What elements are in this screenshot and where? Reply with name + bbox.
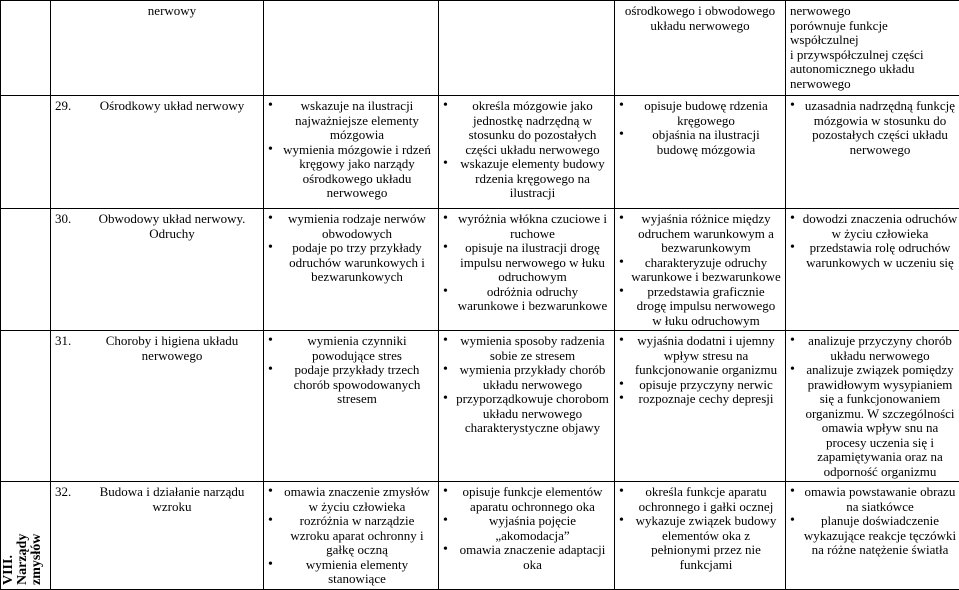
- list-item: • przedstawia rolę odruchów warunkowych w uczeniu się: [790, 241, 958, 270]
- requirements-advanced: [615, 96, 786, 209]
- list-item: • rozróżnia w narządzie wzroku aparat ochronny i gałkę oczną: [268, 514, 434, 558]
- list-item: • omawia znaczenie zmysłów w życiu człowieka: [268, 485, 434, 514]
- list-item: • charakteryzuje odruchy warunkowe i bezwarunkowe: [619, 256, 781, 285]
- list-item: • planuje doświadczenie wykazujące reakcje tęczówki na różne natężenie światła: [790, 514, 958, 558]
- text-line: współczulnej: [790, 33, 958, 48]
- text-line: ośrodkowego i obwodowego: [619, 4, 781, 19]
- lesson-cell: [51, 331, 264, 482]
- list-item: • opisuje na ilustracji drogę impulsu nerwowego w łuku odruchowym: [443, 241, 610, 285]
- lesson-cell: [51, 1, 264, 96]
- requirements-advanced: [615, 209, 786, 331]
- list-item: • analizuje przyczyny chorób układu nerwowego: [790, 334, 958, 363]
- requirements-excellent: [786, 331, 959, 482]
- list-item: • analizuje związek pomiędzy prawidłowym wysypianiem się a funkcjonowaniem organizmu. W szczególności omawia wpływ snu na procesy uczenia się i zapamiętywania oraz na odporność organizmu: [790, 363, 958, 479]
- requirements-basic: [264, 1, 439, 96]
- lesson-title: nerwowy: [85, 4, 259, 19]
- text-line: i przywspółczulnej części: [790, 48, 958, 63]
- list-item: • wymienia przykłady chorób układu nerwowego: [443, 363, 610, 392]
- list-item: • wykazuje związek budowy elementów oka z pełnionymi przez nie funkcjami: [619, 514, 781, 572]
- section-cell: [1, 209, 51, 331]
- list-item: • objaśnia na ilustracji budowę mózgowia: [619, 128, 781, 157]
- list-item: • omawia powstawanie obrazu na siatkówce: [790, 485, 958, 514]
- list-item: • wymienia elementy stanowiące: [268, 558, 434, 587]
- lesson-title: Budowa i działanie narządu wzroku: [85, 485, 259, 514]
- list-item: • podaje przykłady trzech chorób spowodowanych stresem: [268, 363, 434, 407]
- section-title-line: zmysłów: [30, 495, 44, 585]
- section-number: VIII.: [2, 495, 16, 585]
- section-cell: [1, 96, 51, 209]
- section-cell: [1, 1, 51, 96]
- lesson-title: Obwodowy układ nerwowy. Odruchy: [85, 212, 259, 241]
- requirements-extended: [439, 96, 615, 209]
- list-item: • opisuje budowę rdzenia kręgowego: [619, 99, 781, 128]
- requirements-basic: [264, 96, 439, 209]
- table-row: [1, 331, 959, 482]
- list-item: • wymienia czynniki powodujące stres: [268, 334, 434, 363]
- requirements-excellent: [786, 96, 959, 209]
- text-line: układu nerwowego: [619, 19, 781, 34]
- requirements-basic: [264, 331, 439, 482]
- list-item: • wskazuje elementy budowy rdzenia kręgowego na ilustracji: [443, 157, 610, 201]
- text-line: nerwowego: [790, 4, 958, 19]
- list-item: • rozpoznaje cechy depresji: [619, 392, 781, 407]
- list-item: • przedstawia graficznie drogę impulsu nerwowego w łuku odruchowym: [619, 285, 781, 329]
- table-row: [1, 209, 959, 331]
- list-item: • wyjaśnia różnice między odruchem warunkowym a bezwarunkowym: [619, 212, 781, 256]
- list-item: • wymienia mózgowie i rdzeń kręgowy jako narządy ośrodkowego układu nerwowego: [268, 143, 434, 201]
- requirements-advanced: [615, 482, 786, 590]
- requirements-advanced: [615, 331, 786, 482]
- list-item: • określa funkcje aparatu ochronnego i gałki ocznej: [619, 485, 781, 514]
- table-row: [1, 96, 959, 209]
- requirements-extended: [439, 331, 615, 482]
- requirements-excellent: [786, 209, 959, 331]
- list-item: • wyróżnia włókna czuciowe i ruchowe: [443, 212, 610, 241]
- lesson-cell: [51, 209, 264, 331]
- requirements-excellent: [786, 482, 959, 590]
- list-item: • wyjaśnia pojęcie „akomodacja”: [443, 514, 610, 543]
- requirements-basic: [264, 482, 439, 590]
- lesson-title: Choroby i higiena układu nerwowego: [85, 334, 259, 363]
- list-item: • uzasadnia nadrzędną funkcję mózgowia w stosunku do pozostałych części układu nerwowego: [790, 99, 958, 157]
- lesson-number: 29.: [55, 99, 85, 114]
- list-item: • wymienia sposoby radzenia sobie ze stresem: [443, 334, 610, 363]
- requirements-extended: [439, 482, 615, 590]
- table-row: [1, 1, 959, 96]
- list-item: • wyjaśnia dodatni i ujemny wpływ stresu na funkcjonowanie organizmu: [619, 334, 781, 378]
- section-cell: [1, 331, 51, 482]
- requirements-advanced: [615, 1, 786, 96]
- text-line: nerwowego: [790, 77, 958, 92]
- list-item: • dowodzi znaczenia odruchów w życiu człowieka: [790, 212, 958, 241]
- requirements-basic: [264, 209, 439, 331]
- lesson-cell: [51, 96, 264, 209]
- requirements-extended: [439, 1, 615, 96]
- section-title-line: Narządy: [16, 495, 30, 585]
- section-cell: [1, 482, 51, 590]
- list-item: • wskazuje na ilustracji najważniejsze elementy mózgowia: [268, 99, 434, 143]
- list-item: • podaje po trzy przykłady odruchów warunkowych i bezwarunkowych: [268, 241, 434, 285]
- list-item: • opisuje funkcje elementów aparatu ochronnego oka: [443, 485, 610, 514]
- text-line: autonomicznego układu: [790, 62, 958, 77]
- section-label: [2, 495, 44, 585]
- requirements-excellent: [786, 1, 959, 96]
- lesson-number: 31.: [55, 334, 85, 363]
- list-item: • odróżnia odruchy warunkowe i bezwarunkowe: [443, 285, 610, 314]
- text-line: porównuje funkcje: [790, 19, 958, 34]
- lesson-cell: [51, 482, 264, 590]
- lesson-title: Ośrodkowy układ nerwowy: [85, 99, 259, 114]
- list-item: • omawia znaczenie adaptacji oka: [443, 543, 610, 572]
- lesson-number: 32.: [55, 485, 85, 514]
- requirements-extended: [439, 209, 615, 331]
- list-item: • opisuje przyczyny nerwic: [619, 378, 781, 393]
- lesson-number: 30.: [55, 212, 85, 241]
- list-item: • wymienia rodzaje nerwów obwodowych: [268, 212, 434, 241]
- table-row: [1, 482, 959, 590]
- list-item: • przyporządkowuje chorobom układu nerwowego charakterystyczne objawy: [443, 392, 610, 436]
- list-item: • określa mózgowie jako jednostkę nadrzędną w stosunku do pozostałych części układu nerwowego: [443, 99, 610, 157]
